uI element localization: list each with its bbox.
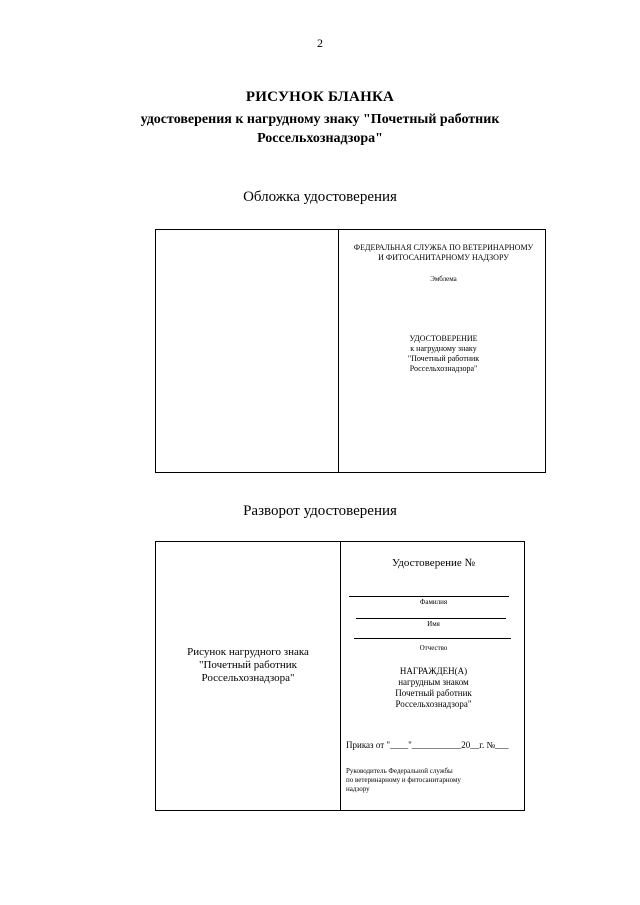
head-line2: по ветеринарному и фитосанитарному <box>346 776 461 784</box>
document-subtitle-line2: Россельхознадзора" <box>257 131 383 146</box>
certificate-number-title: Удостоверение № <box>392 557 475 569</box>
spread-card <box>155 541 525 811</box>
spread-left-line1: Рисунок нагрудного знака <box>187 646 309 658</box>
cover-agency-line2: И ФИТОСАНИТАРНОМУ НАДЗОРУ <box>378 253 509 262</box>
head-line1: Руководитель Федеральной службы <box>346 767 453 775</box>
cover-agency-line1: ФЕДЕРАЛЬНАЯ СЛУЖБА ПО ВЕТЕРИНАРНОМУ <box>353 243 534 252</box>
awarded-line1: НАГРАЖДЕН(А) <box>399 666 468 676</box>
patronymic-label: Отчество <box>419 644 448 652</box>
cover-heading: Обложка удостоверения <box>243 189 397 205</box>
cover-doc-line1: УДОСТОВЕРЕНИЕ <box>409 334 478 343</box>
spread-left-line2: "Почетный работник <box>198 659 298 671</box>
order-line: Приказ от "____"___________20__г. №___ <box>346 740 509 750</box>
spread-left-line3: Россельхознадзора" <box>201 672 295 684</box>
cover-doc-line4: Россельхознадзора" <box>409 364 478 373</box>
awarded-line2: нагрудным знаком <box>398 677 469 687</box>
awarded-line3: Почетный работник <box>395 688 472 698</box>
surname-label: Фамилия <box>419 598 448 606</box>
awarded-line4: Россельхознадзора" <box>395 699 472 709</box>
name-label: Имя <box>427 620 440 628</box>
name-line <box>356 618 506 619</box>
cover-emblem-placeholder: Эмблема <box>430 275 457 283</box>
cover-doc-line3: "Почетный работник <box>407 354 480 363</box>
cover-doc-line2: к нагрудному знаку <box>410 344 477 353</box>
spread-heading: Разворот удостоверения <box>243 503 397 519</box>
document-title: РИСУНОК БЛАНКА <box>245 89 395 105</box>
patronymic-line <box>354 638 511 639</box>
cover-divider <box>338 230 339 472</box>
cover-card <box>155 229 546 473</box>
document-subtitle-line1: удостоверения к нагрудному знаку "Почетный работник <box>140 112 500 127</box>
surname-line <box>349 596 509 597</box>
head-line3: надзору <box>346 785 370 793</box>
page-number: 2 <box>317 36 323 50</box>
